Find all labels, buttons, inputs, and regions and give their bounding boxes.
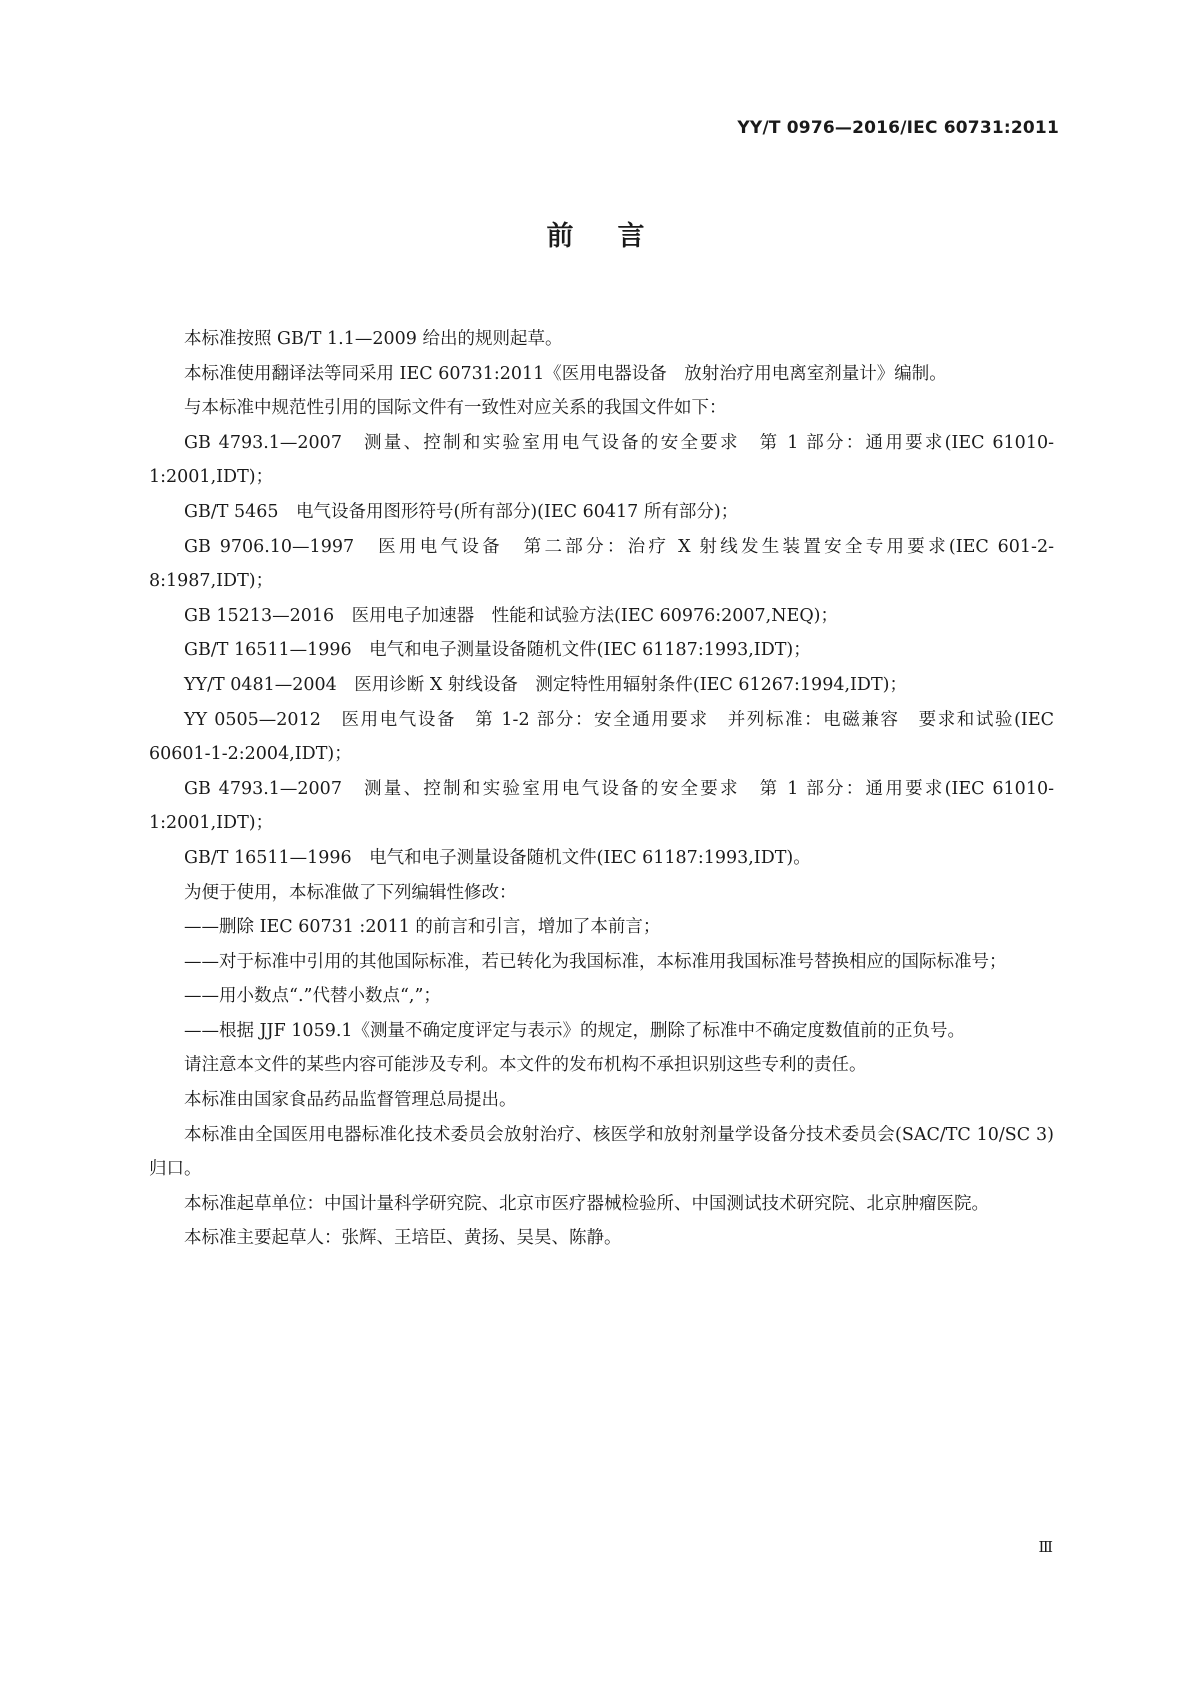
paragraph: 本标准主要起草人：张辉、王培臣、黄扬、吴昊、陈静。 xyxy=(184,1228,622,1249)
page-title: 前言 xyxy=(546,221,689,252)
modification-item: ——删除 IEC 60731 :2011 的前言和引言，增加了本前言； xyxy=(184,917,661,938)
reference-item: GB/T 16511—1996 电气和电子测量设备随机文件(IEC 61187:1993,IDT)。 xyxy=(184,847,811,868)
reference-item: GB 4793.1—2007 测量、控制和实验室用电气设备的安全要求 第 1 部分：通用要求(IEC 61010-1:2001,IDT)； xyxy=(149,432,1054,488)
paragraph: 本标准使用翻译法等同采用 IEC 60731:2011《医用电器设备 放射治疗用电离室剂量计》编制。 xyxy=(184,363,947,384)
paragraph: 本标准由国家食品药品监督管理总局提出。 xyxy=(184,1090,517,1111)
reference-item: GB 9706.10—1997 医用电气设备 第二部分：治疗 X 射线发生装置安全专用要求(IEC 601-2-8:1987,IDT)； xyxy=(149,536,1054,592)
paragraph: 本标准起草单位：中国计量科学研究院、北京市医疗器械检验所、中国测试技术研究院、北京肿瘤医院。 xyxy=(184,1193,989,1214)
reference-item: YY/T 0481—2004 医用诊断 X 射线设备 测定特性用辐射条件(IEC 61267:1994,IDT)； xyxy=(184,674,907,695)
reference-item: GB/T 5465 电气设备用图形符号(所有部分)(IEC 60417 所有部分)； xyxy=(184,501,739,522)
reference-item: GB 15213—2016 医用电子加速器 性能和试验方法(IEC 60976:2007,NEQ)； xyxy=(184,605,839,626)
reference-item: YY 0505—2012 医用电气设备 第 1-2 部分：安全通用要求 并列标准：电磁兼容 要求和试验(IEC 60601-1-2:2004,IDT)； xyxy=(149,709,1054,765)
paragraph: 请注意本文件的某些内容可能涉及专利。本文件的发布机构不承担识别这些专利的责任。 xyxy=(184,1055,867,1076)
paragraph: 为便于使用，本标准做了下列编辑性修改： xyxy=(184,882,517,903)
paragraph: 本标准由全国医用电器标准化技术委员会放射治疗、核医学和放射剂量学设备分技术委员会(SAC/TC 10/SC 3)归口。 xyxy=(149,1124,1054,1180)
page-number: Ⅲ xyxy=(1038,1538,1053,1556)
paragraph: 与本标准中规范性引用的国际文件有一致性对应关系的我国文件如下： xyxy=(184,398,727,419)
reference-item: GB 4793.1—2007 测量、控制和实验室用电气设备的安全要求 第 1 部分：通用要求(IEC 61010-1:2001,IDT)； xyxy=(149,778,1054,834)
document-code-header: YY/T 0976—2016/IEC 60731:2011 xyxy=(737,118,1059,138)
modification-item: ——对于标准中引用的其他国际标准，若已转化为我国标准，本标准用我国标准号替换相应的国际标准号； xyxy=(184,951,1007,972)
modification-item: ——用小数点“.”代替小数点“,”； xyxy=(184,986,441,1007)
modification-item: ——根据 JJF 1059.1《测量不确定度评定与表示》的规定，删除了标准中不确定度数值前的正负号。 xyxy=(184,1020,966,1041)
reference-item: GB/T 16511—1996 电气和电子测量设备随机文件(IEC 61187:1993,IDT)； xyxy=(184,640,811,661)
foreword-body xyxy=(149,322,1054,1256)
paragraph: 本标准按照 GB/T 1.1—2009 给出的规则起草。 xyxy=(184,329,563,349)
